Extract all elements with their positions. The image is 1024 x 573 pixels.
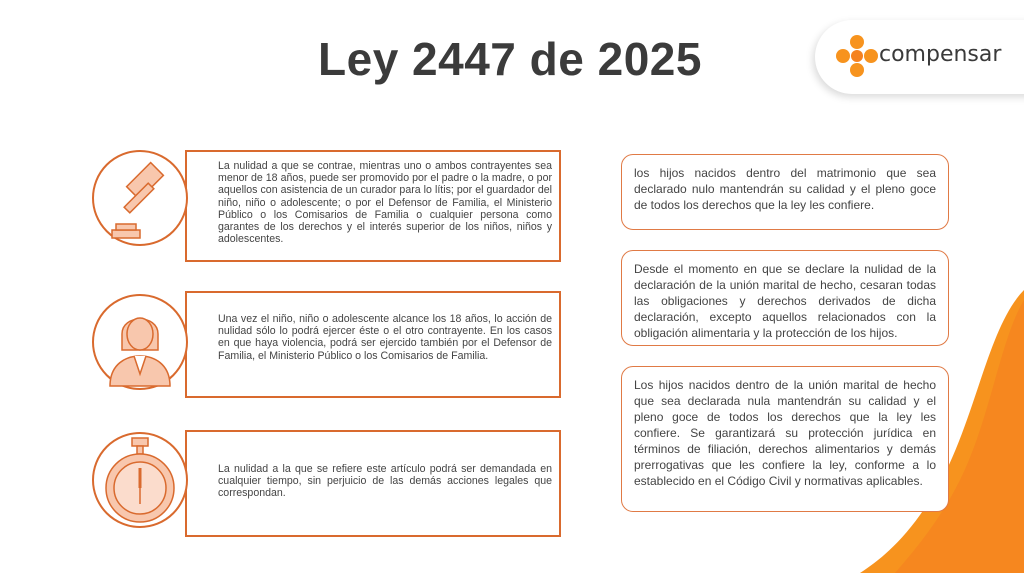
person-icon <box>92 294 188 390</box>
left-item-1-text: La nulidad a que se contrae, mientras uno o ambos contrayentes sea menor de 18 años, puede ser promovido por el padre o la madre, o por aquellos con asistencia de un curador para lo lítis; por el guardador del niño, niño o adolescente; o por el Defensor de Familia, el Ministerio Público o los Comisarios de Familia o cualquier persona como garantes de los derechos y el interés superior de los niños, niños y adolescentes. <box>218 160 552 246</box>
right-item-2: Desde el momento en que se declare la nulidad de la declaración de la unión marital de hecho, cesaran todas las obligaciones y derechos derivados de dicha declaración, excepto aquellos relacionados con la obligación alimentaria y la protección de los hijos. <box>621 250 949 346</box>
page-title: Ley 2447 de 2025 <box>318 33 702 85</box>
right-item-3: Los hijos nacidos dentro de la unión marital de hecho que sea declarada nula mantendrán su calidad y el pleno goce de todos los derechos que la ley les confiere. Se garantizará su protección jurídica en términos de filiación, derechos alimentarios y demás prerrogativas que les confiere la ley, conforme a lo establecido en el Código Civil y normativas aplicables. <box>621 366 949 512</box>
left-item-3-text: La nulidad a la que se refiere este artículo podrá ser demandada en cualquier tiempo, sin perjuicio de las demás acciones legales que correspondan. <box>218 463 552 500</box>
right-item-1: los hijos nacidos dentro del matrimonio que sea declarado nulo mantendrán su calidad y el pleno goce de todos los derechos que la ley les confiere. <box>621 154 949 230</box>
compensar-logo-icon <box>835 34 879 78</box>
brand-name: compensar <box>879 42 1002 67</box>
left-item-2-text: Una vez el niño, niño o adolescente alcance los 18 años, lo acción de nulidad sólo lo podrá ejercer éste o el otro contrayente. En los casos en que haya violencia, podrá ser ejercido también por el Defensor de Familia, el Ministerio Público o los Comisarios de Familia. <box>218 313 552 362</box>
stopwatch-icon <box>92 432 188 528</box>
brand-logo <box>815 20 1024 94</box>
gavel-icon <box>92 150 188 246</box>
